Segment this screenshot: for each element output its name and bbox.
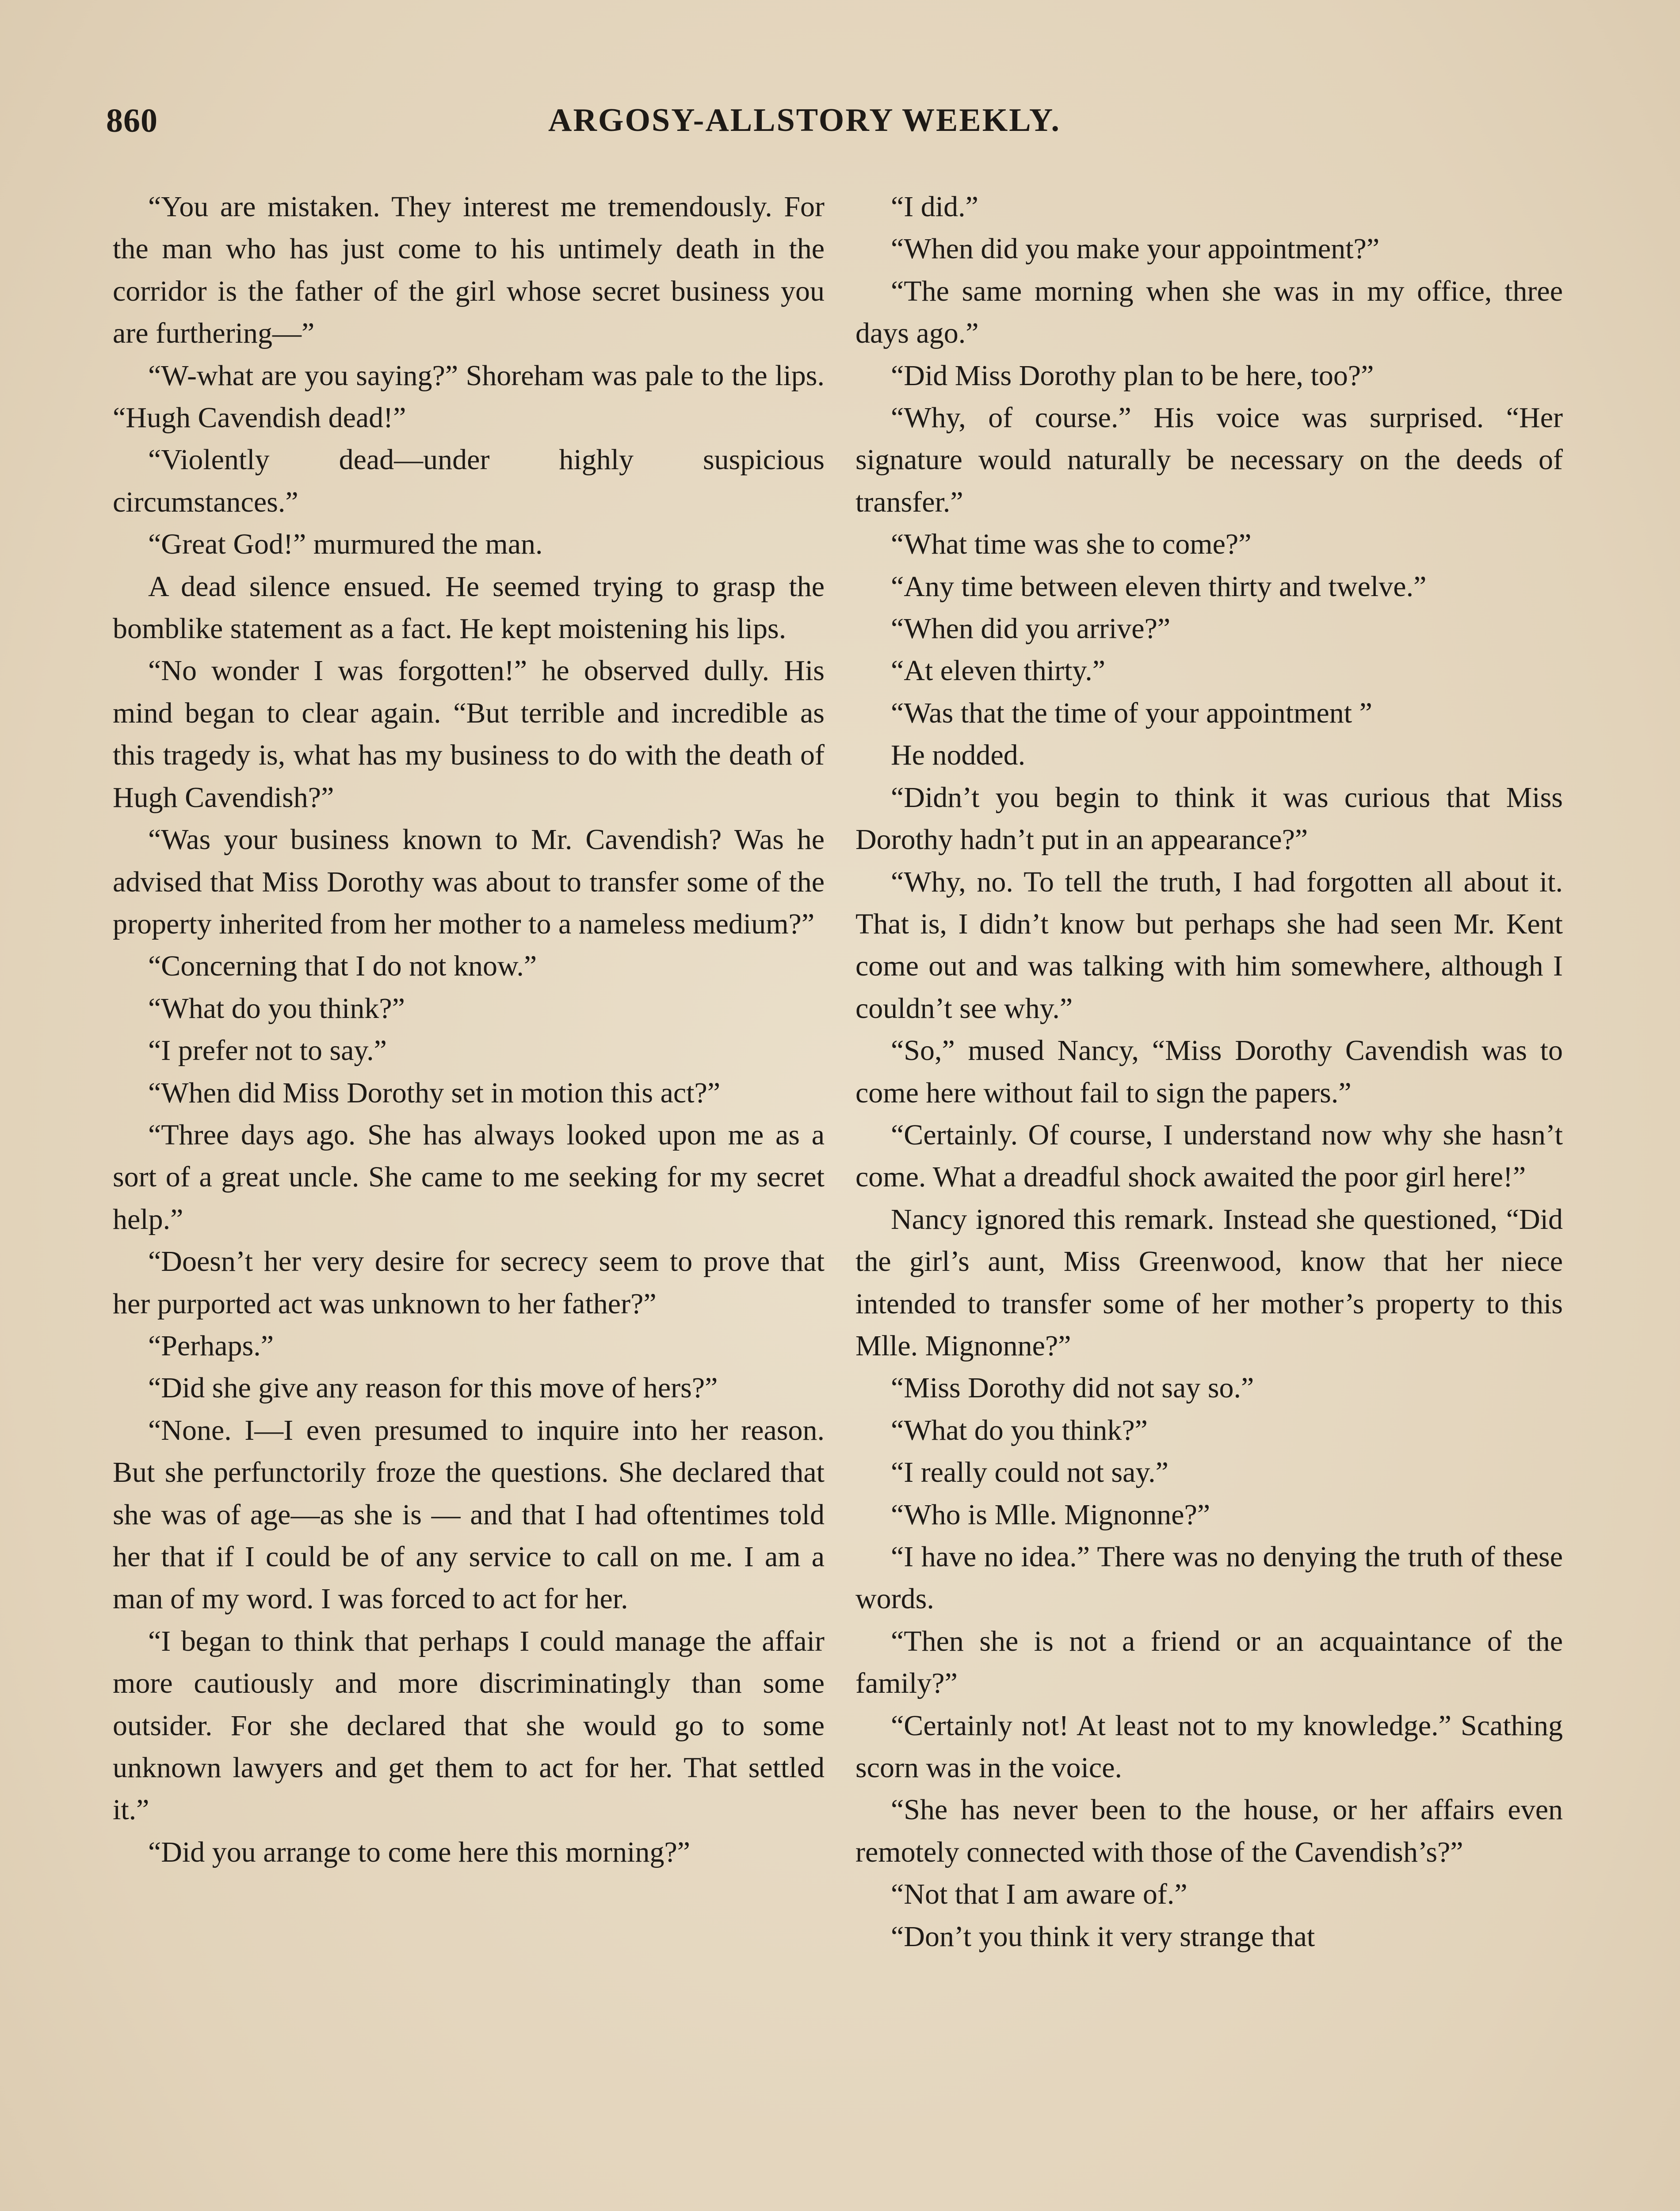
paragraph: “What do you think?”	[148, 992, 405, 1025]
paragraph: “W-what are you saying?” Shoreham was pale to the lips. “Hugh Cavendish dead!”	[113, 359, 825, 434]
paragraph: “I really could not say.”	[891, 1456, 1168, 1489]
paragraph: “None. I—I even presumed to inquire into her reason. But she perfunctorily froze the questions. She declared that she was of age—as she is — and that I had oftentimes told her that if I could be of any service to call on me. I am a man of my word. I was forced to act for her.	[113, 1414, 825, 1615]
paragraph: Nancy ignored this remark. Instead she questioned, “Did the girl’s aunt, Miss Greenwood, know that her niece intended to transfer some of her mother’s property to this Mlle. Mignonne?”	[855, 1203, 1563, 1362]
paragraph: “Certainly not! At least not to my knowledge.” Scathing scorn was in the voice.	[855, 1709, 1563, 1784]
paragraph: He nodded.	[891, 739, 1026, 772]
paragraph: “I prefer not to say.”	[148, 1034, 387, 1067]
paragraph: “Did Miss Dorothy plan to be here, too?”	[891, 359, 1374, 392]
paragraph: “I did.”	[891, 191, 978, 223]
paragraph: “Who is Mlle. Mignonne?”	[891, 1498, 1210, 1531]
paragraph: “Didn’t you begin to think it was curious that Miss Dorothy hadn’t put in an appearance?”	[855, 781, 1563, 856]
paragraph: “The same morning when she was in my office, three days ago.”	[855, 275, 1563, 350]
paragraph: “So,” mused Nancy, “Miss Dorothy Cavendish was to come here without fail to sign the papers.”	[855, 1034, 1563, 1109]
paragraph: “Any time between eleven thirty and twelve.”	[891, 570, 1427, 603]
paragraph: “I have no idea.” There was no denying the truth of these words.	[855, 1541, 1563, 1615]
paragraph: “What do you think?”	[891, 1414, 1148, 1446]
left-column	[113, 186, 825, 1873]
running-title: ARGOSY-ALLSTORY WEEKLY.	[548, 102, 1061, 138]
paragraph: “Miss Dorothy did not say so.”	[891, 1372, 1254, 1404]
paragraph: “You are mistaken. They interest me tremendously. For the man who has just come to his untimely death in the corridor is the father of the girl whose secret business you are furthering—”	[113, 191, 825, 350]
page-number: 860	[106, 102, 158, 139]
paragraph: “Not that I am aware of.”	[891, 1878, 1187, 1911]
paragraph: “No wonder I was forgotten!” he observed dully. His mind began to clear again. “But terrible and incredible as this tragedy is, what has my business to do with the death of Hugh Cavendish?”	[113, 654, 825, 814]
paragraph: “Was that the time of your appointment ”	[891, 696, 1372, 729]
right-column	[855, 186, 1563, 1958]
paragraph: “When did you make your appointment?”	[891, 233, 1380, 265]
paragraph: “At eleven thirty.”	[891, 654, 1106, 687]
paragraph: “Violently dead—under highly suspicious circumstances.”	[113, 444, 825, 518]
paragraph: “Why, no. To tell the truth, I had forgotten all about it. That is, I didn’t know but perhaps she had seen Mr. Kent come out and was talking with him somewhere, although I couldn’t see why.”	[855, 865, 1563, 1025]
paragraph: A dead silence ensued. He seemed trying to grasp the bomblike statement as a fact. He kept moistening his lips.	[113, 570, 825, 645]
paragraph: “Was your business known to Mr. Cavendish? Was he advised that Miss Dorothy was about to transfer some of the property inherited from her mother to a nameless medium?”	[113, 823, 825, 940]
paragraph: “Did you arrange to come here this morning?”	[148, 1836, 691, 1868]
paragraph: “What time was she to come?”	[891, 528, 1252, 561]
paragraph: “Doesn’t her very desire for secrecy seem to prove that her purported act was unknown to her father?”	[113, 1245, 825, 1320]
paragraph: “Great God!” murmured the man.	[148, 528, 543, 561]
paragraph: “When did Miss Dorothy set in motion this act?”	[148, 1076, 721, 1109]
paragraph: “Three days ago. She has always looked upon me as a sort of a great uncle. She came to me seeking for my secret help.”	[113, 1118, 825, 1236]
paragraph: “Don’t you think it very strange that	[891, 1920, 1315, 1953]
paragraph: “Certainly. Of course, I understand now why she hasn’t come. What a dreadful shock awaited the poor girl here!”	[855, 1118, 1563, 1193]
paragraph: “When did you arrive?”	[891, 612, 1171, 645]
paragraph: “Then she is not a friend or an acquaintance of the family?”	[855, 1625, 1563, 1700]
paragraph: “She has never been to the house, or her affairs even remotely connected with those of the Cavendish’s?”	[855, 1794, 1563, 1868]
paragraph: “Did she give any reason for this move of hers?”	[148, 1372, 718, 1404]
paragraph: “Why, of course.” His voice was surprised. “Her signature would naturally be necessary on the deeds of transfer.”	[855, 402, 1563, 518]
paragraph: “Perhaps.”	[148, 1329, 274, 1362]
paragraph: “I began to think that perhaps I could manage the affair more cautiously and more discriminatingly than some outsider. For she declared that she would go to some unknown lawyers and get them to act for her. That settled it.”	[113, 1625, 825, 1826]
paragraph: “Concerning that I do not know.”	[148, 950, 537, 983]
